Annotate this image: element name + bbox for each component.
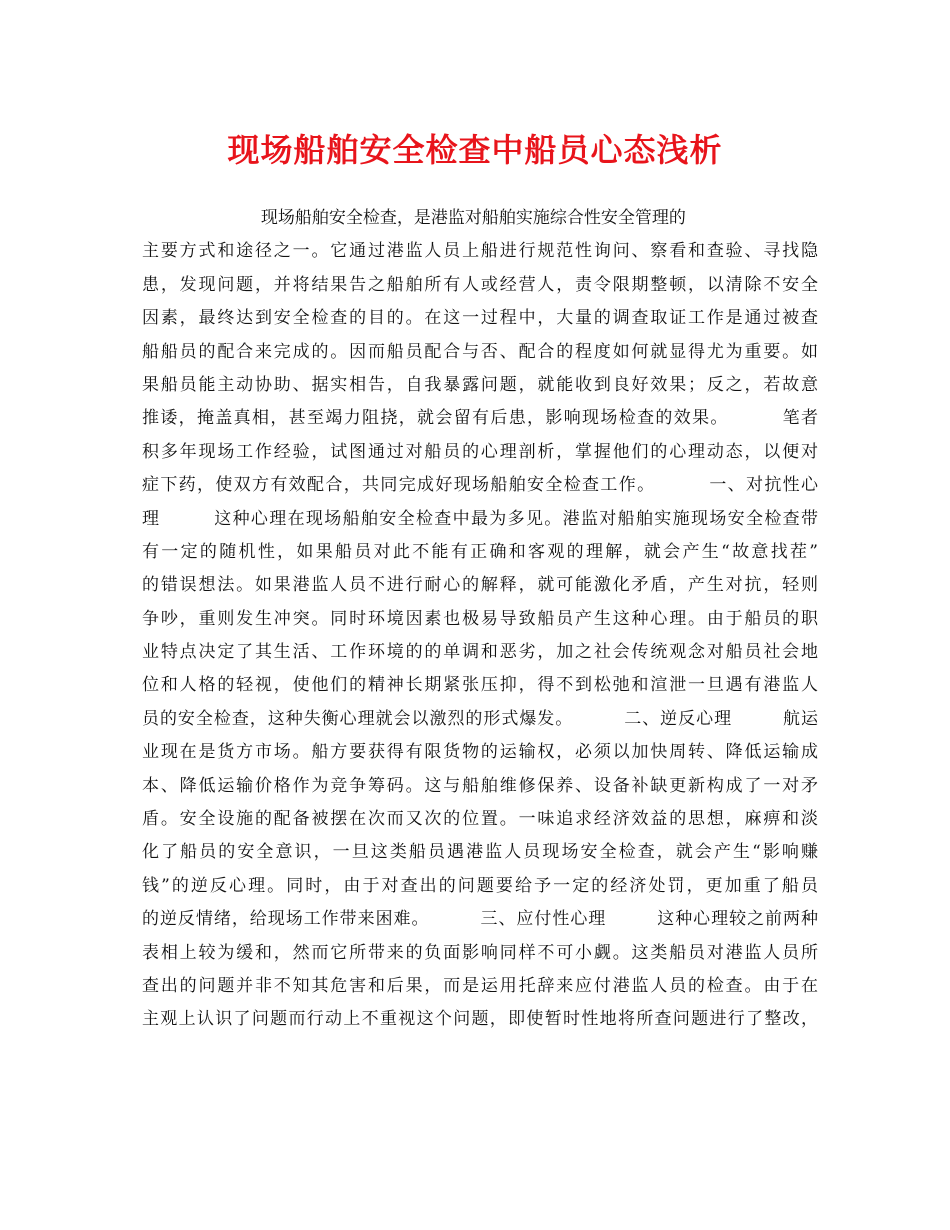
text-line: 位和人格的轻视，使他们的精神长期紧张压抑，得不到松弛和渲泄一旦遇有港监人 — [142, 675, 818, 696]
text-line: 积多年现场工作经验，试图通过对船员的心理剖析，掌握他们的心理动态，以便对 — [142, 441, 818, 462]
text-line: 症下药，使双方有效配合，共同完成好现场船舶安全检查工作。 一、对抗性心 — [142, 475, 818, 496]
text-line: 理 这种心理在现场船舶安全检查中最为多见。港监对船舶实施现场安全检查带 — [142, 508, 818, 529]
text-line: 员的安全检查，这种失衡心理就会以激烈的形式爆发。 二、逆反心理 航运 — [142, 708, 818, 729]
text-line: 本、降低运输价格作为竞争筹码。这与船舶维修保养、设备补缺更新构成了一对矛 — [142, 775, 818, 796]
text-line: 业特点决定了其生活、工作环境的的单调和恶劣，加之社会传统观念对船员社会地 — [142, 642, 818, 663]
text-line: 盾。安全设施的配备被摆在次而又次的位置。一味追求经济效益的思想，麻痹和淡 — [142, 809, 818, 830]
text-line: 推诿，掩盖真相，甚至竭力阻挠，就会留有后患，影响现场检查的效果。 笔者 — [142, 408, 818, 429]
text-line: 钱”的逆反心理。同时，由于对查出的问题要给予一定的经济处罚，更加重了船员 — [142, 875, 818, 896]
text-line: 表相上较为缓和，然而它所带来的负面影响同样不可小觑。这类船员对港监人员所 — [142, 942, 818, 963]
body-text — [142, 202, 818, 1037]
text-line: 的逆反情绪，给现场工作带来困难。 三、应付性心理 这种心理较之前两种 — [142, 909, 818, 930]
text-line: 业现在是货方市场。船方要获得有限货物的运输权，必须以加快周转、降低运输成 — [142, 742, 818, 763]
text-line: 的错误想法。如果港监人员不进行耐心的解释，就可能激化矛盾，产生对抗，轻则 — [142, 575, 818, 596]
text-line: 因素，最终达到安全检查的目的。在这一过程中，大量的调查取证工作是通过被查 — [142, 308, 818, 329]
text-line: 争吵，重则发生冲突。同时环境因素也极易导致船员产生这种心理。由于船员的职 — [142, 608, 818, 629]
text-line: 船船员的配合来完成的。因而船员配合与否、配合的程度如何就显得尤为重要。如 — [142, 341, 818, 362]
text-line: 主要方式和途径之一。它通过港监人员上船进行规范性询问、察看和查验、寻找隐 — [142, 241, 818, 262]
text-line: 查出的问题并非不知其危害和后果，而是运用托辞来应付港监人员的检查。由于在 — [142, 975, 818, 996]
text-line: 化了船员的安全意识，一旦这类船员遇港监人员现场安全检查，就会产生“影响赚 — [142, 842, 818, 863]
text-line: 患，发现问题，并将结果告之船舶所有人或经营人，责令限期整顿，以清除不安全 — [142, 274, 818, 295]
text-line: 主观上认识了问题而行动上不重视这个问题，即使暂时性地将所查问题进行了整改， — [142, 1009, 818, 1030]
text-line: 果船员能主动协助、据实相告，自我暴露问题，就能收到良好效果；反之，若故意 — [142, 374, 818, 395]
text-line: 现场船舶安全检查，是港监对船舶实施综合性安全管理的 — [142, 208, 686, 228]
text-line: 有一定的随机性，如果船员对此不能有正确和客观的理解，就会产生“故意找茬” — [142, 541, 818, 562]
page-title: 现场船舶安全检查中船员心态浅析 — [227, 131, 723, 169]
